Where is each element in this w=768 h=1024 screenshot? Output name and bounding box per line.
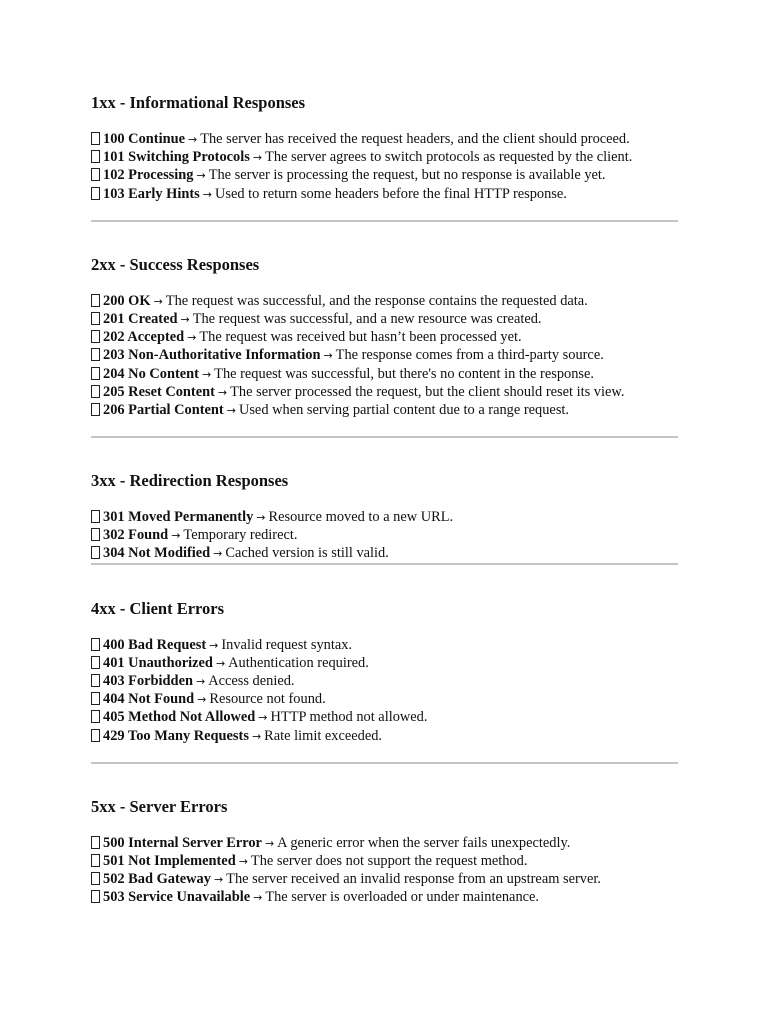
status-code: 101 Switching Protocols [103, 149, 250, 166]
status-description: Resource not found. [209, 691, 326, 708]
checkbox-bullet-icon [91, 403, 100, 416]
status-code: 501 Not Implemented [103, 852, 236, 869]
checkbox-bullet-icon [91, 692, 100, 705]
section-divider [91, 436, 678, 438]
status-description: The request was successful, and a new resource was created. [192, 310, 542, 327]
status-description: A generic error when the server fails unexpectedly. [277, 834, 571, 851]
status-description: Temporary redirect. [183, 527, 298, 544]
arrow-icon: → [202, 187, 212, 201]
arrow-icon: → [238, 854, 248, 868]
list-item [91, 654, 678, 672]
list-item [91, 148, 678, 166]
arrow-icon: → [226, 403, 236, 417]
checkbox-bullet-icon [91, 132, 100, 145]
status-code: 201 Created [103, 310, 178, 327]
checkbox-bullet-icon [91, 312, 100, 325]
list-item [91, 636, 678, 654]
arrow-icon: → [215, 656, 226, 670]
arrow-icon: → [217, 385, 228, 399]
status-description: The response comes from a third-party source. [335, 347, 604, 364]
status-description: Rate limit exceeded. [264, 727, 383, 744]
checkbox-bullet-icon [91, 348, 100, 361]
status-list [91, 636, 678, 745]
status-description: HTTP method not allowed. [270, 709, 428, 726]
section-heading: 4xx - Client Errors [91, 598, 225, 618]
checkbox-bullet-icon [91, 330, 100, 343]
list-item [91, 346, 678, 364]
checkbox-bullet-icon [91, 510, 100, 523]
arrow-icon: → [187, 133, 198, 146]
arrow-icon: → [201, 367, 212, 381]
list-item [91, 310, 678, 328]
checkbox-bullet-icon [91, 656, 100, 669]
status-description: Authentication required. [228, 654, 369, 671]
section-3xx [91, 471, 678, 563]
status-description: The server is processing the request, but no response is available yet. [208, 167, 606, 184]
status-code: 404 Not Found [103, 691, 195, 708]
arrow-icon: → [195, 675, 206, 688]
arrow-icon: → [187, 331, 197, 345]
list-item [91, 727, 678, 745]
status-code: 200 OK [103, 292, 151, 309]
checkbox-bullet-icon [91, 674, 100, 687]
section-heading: 5xx - Server Errors [91, 796, 228, 816]
checkbox-bullet-icon [91, 546, 100, 559]
checkbox-bullet-icon [91, 638, 100, 651]
list-item [91, 130, 678, 148]
status-code: 301 Moved Permanently [103, 509, 254, 526]
checkbox-bullet-icon [91, 168, 100, 181]
status-description: The server received an invalid response from an upstream server. [226, 871, 601, 888]
arrow-icon: → [256, 511, 266, 525]
arrow-icon: → [153, 294, 163, 308]
status-description: Invalid request syntax. [221, 636, 353, 653]
status-description: The server does not support the request method. [250, 852, 528, 869]
status-list [91, 292, 678, 419]
list-item [91, 852, 678, 870]
list-item [91, 708, 678, 726]
checkbox-bullet-icon [91, 890, 100, 903]
status-code: 102 Processing [103, 167, 194, 184]
section-5xx [91, 797, 678, 907]
status-code: 204 No Content [103, 365, 199, 382]
status-description: Used when serving partial content due to a range request. [238, 401, 570, 418]
status-code: 205 Reset Content [103, 383, 215, 400]
status-code: 203 Non-Authoritative Information [103, 347, 321, 364]
list-item [91, 185, 678, 203]
checkbox-bullet-icon [91, 367, 100, 380]
checkbox-bullet-icon [91, 385, 100, 398]
arrow-icon: → [213, 547, 223, 561]
arrow-icon: → [258, 711, 268, 725]
status-list [91, 130, 678, 203]
list-item [91, 383, 678, 401]
status-list [91, 508, 678, 563]
status-list [91, 834, 678, 907]
arrow-icon: → [252, 151, 263, 165]
status-code: 202 Accepted [103, 329, 185, 346]
arrow-icon: → [213, 873, 224, 887]
status-code: 401 Unauthorized [103, 654, 213, 671]
arrow-icon: → [196, 169, 206, 183]
status-description: The server processed the request, but the client should reset its view. [230, 383, 625, 400]
section-2xx [91, 255, 678, 419]
arrow-icon: → [323, 349, 333, 363]
list-item [91, 888, 678, 906]
status-code: 100 Continue [103, 131, 185, 147]
list-item [91, 544, 678, 562]
checkbox-bullet-icon [91, 294, 100, 307]
status-code: 405 Method Not Allowed [103, 709, 256, 726]
section-4xx [91, 599, 678, 745]
checkbox-bullet-icon [91, 836, 100, 849]
arrow-icon: → [209, 638, 219, 652]
list-item [91, 365, 678, 383]
checkbox-bullet-icon [91, 710, 100, 723]
status-code: 103 Early Hints [103, 185, 200, 202]
list-item [91, 526, 678, 544]
status-description: The server agrees to switch protocols as requested by the client. [265, 149, 633, 166]
list-item [91, 690, 678, 708]
status-description: The request was received but hasn’t been processed yet. [199, 329, 522, 346]
checkbox-bullet-icon [91, 854, 100, 867]
arrow-icon: → [197, 693, 207, 707]
arrow-icon: → [253, 891, 263, 905]
arrow-icon: → [180, 312, 190, 326]
status-code: 500 Internal Server Error [103, 834, 262, 851]
status-code: 206 Partial Content [103, 401, 224, 418]
list-item [91, 166, 678, 184]
status-description: Used to return some headers before the final HTTP response. [214, 185, 567, 202]
status-code: 403 Forbidden [103, 673, 193, 689]
status-codes-document [91, 93, 678, 907]
list-item [91, 292, 678, 310]
section-heading: 3xx - Redirection Responses [91, 471, 289, 491]
list-item [91, 401, 678, 419]
list-item [91, 672, 678, 690]
status-code: 503 Service Unavailable [103, 889, 251, 906]
status-code: 429 Too Many Requests [103, 727, 249, 744]
status-description: Cached version is still valid. [225, 545, 389, 562]
section-divider [91, 220, 678, 222]
checkbox-bullet-icon [91, 872, 100, 885]
status-code: 304 Not Modified [103, 545, 211, 562]
status-code: 400 Bad Request [103, 636, 207, 653]
list-item [91, 508, 678, 526]
status-description: The server is overloaded or under maintenance. [265, 889, 540, 906]
section-heading: 2xx - Success Responses [91, 254, 260, 274]
arrow-icon: → [171, 529, 181, 543]
list-item [91, 328, 678, 346]
status-description: Access denied. [208, 673, 295, 689]
list-item [91, 834, 678, 852]
status-description: The request was successful, and the response contains the requested data. [165, 292, 588, 309]
section-divider [91, 762, 678, 764]
section-1xx [91, 93, 678, 203]
checkbox-bullet-icon [91, 150, 100, 163]
checkbox-bullet-icon [91, 528, 100, 541]
status-code: 302 Found [103, 527, 169, 544]
checkbox-bullet-icon [91, 187, 100, 200]
status-code: 502 Bad Gateway [103, 871, 211, 888]
checkbox-bullet-icon [91, 729, 100, 742]
arrow-icon: → [264, 836, 275, 850]
section-heading: 1xx - Informational Responses [91, 93, 306, 112]
arrow-icon: → [251, 729, 262, 743]
list-item [91, 870, 678, 888]
status-description: The server has received the request headers, and the client should proceed. [200, 131, 630, 147]
status-description: Resource moved to a new URL. [268, 509, 454, 526]
status-description: The request was successful, but there's no content in the response. [214, 365, 594, 382]
